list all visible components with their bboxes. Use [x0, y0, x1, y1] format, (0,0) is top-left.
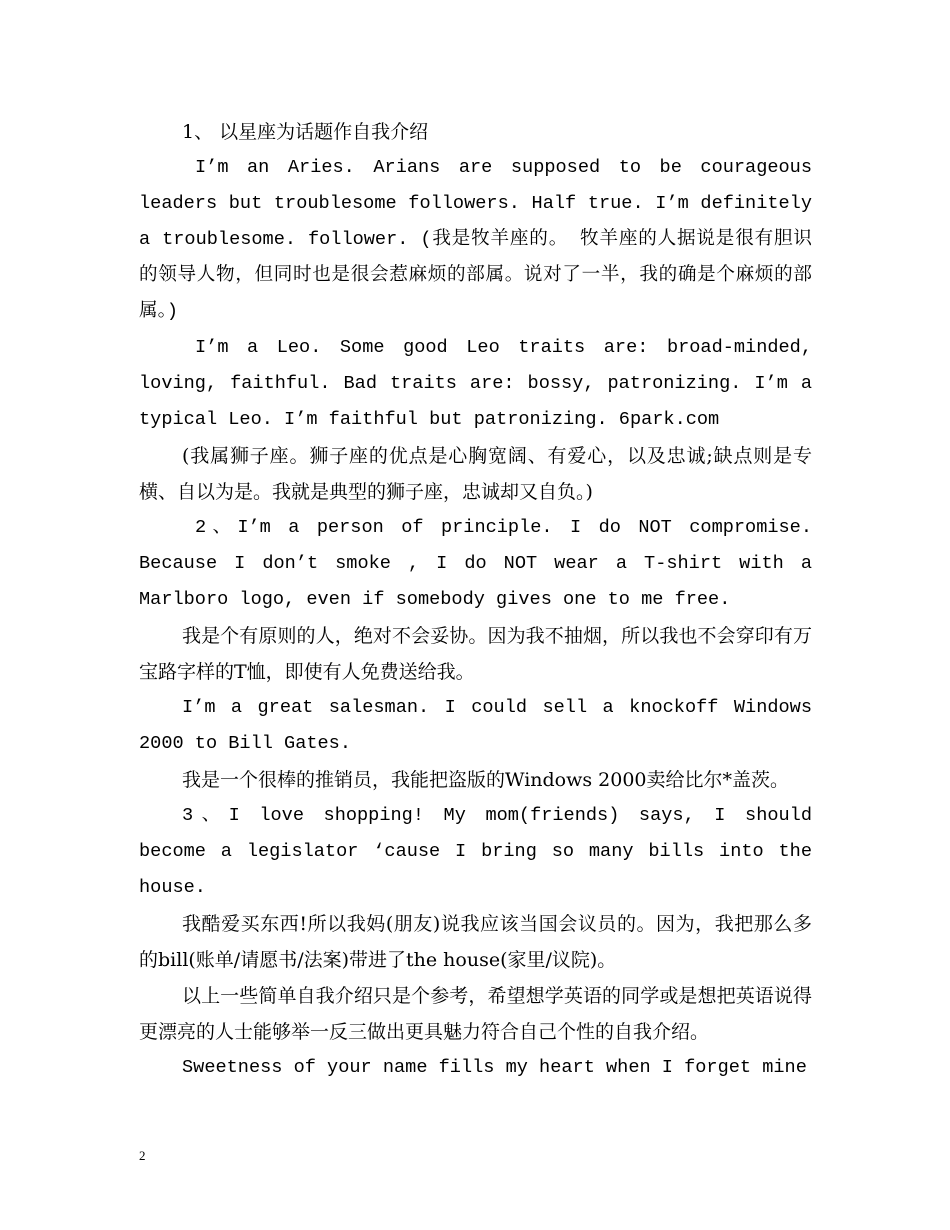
paragraph-aries: I’m an Aries. Arians are supposed to be courageous leaders but troublesome followers. Half true. I’m definitely a troublesome. follower. (我是牧羊座的。 牧羊座的人据说是很有胆识的领导人物，但同时也是很会惹麻烦的部属。说对了一半，我的确是个麻烦的部属。)	[139, 157, 812, 322]
paragraph-leo: I’m a Leo. Some good Leo traits are: broad-minded, loving, faithful. Bad traits are: bossy, patronizing. I’m a typical Leo. I’m faithful but patronizing. 6park.com	[139, 337, 812, 430]
section-heading-1: 1、 以星座为话题作自我介绍	[182, 121, 429, 143]
paragraph-shopping: 3、I love shopping! My mom(friends) says, I should become a legislator ‘cause I bring so many bills into the house.	[139, 805, 812, 898]
paragraph-shopping-translation: 我酷爱买东西!所以我妈(朋友)说我应该当国会议员的。因为，我把那么多的bill(账单/请愿书/法案)带进了the house(家里/议院)。	[139, 913, 812, 971]
paragraph-leo-translation: (我属狮子座。狮子座的优点是心胸宽阔、有爱心，以及忠诚;缺点则是专横、自以为是。我就是典型的狮子座，忠诚却又自负。)	[139, 445, 812, 503]
paragraph-principle-translation: 我是个有原则的人，绝对不会妥协。因为我不抽烟，所以我也不会穿印有万宝路字样的T恤，即使有人免费送给我。	[139, 625, 812, 683]
paragraph-closing-line: Sweetness of your name fills my heart when I forget mine	[182, 1057, 807, 1078]
page-number: 2	[139, 1148, 146, 1163]
paragraph-salesman: I’m a great salesman. I could sell a knockoff Windows 2000 to Bill Gates.	[139, 697, 812, 754]
paragraph-principle: 2、I’m a person of principle. I do NOT compromise. Because I don’t smoke , I do NOT wear a T-shirt with a Marlboro logo, even if somebody gives one to me free.	[139, 517, 812, 610]
document-body	[139, 114, 812, 1086]
paragraph-salesman-translation: 我是一个很棒的推销员，我能把盗版的Windows 2000卖给比尔*盖茨。	[182, 769, 790, 791]
paragraph-summary: 以上一些简单自我介绍只是个参考，希望想学英语的同学或是想把英语说得更漂亮的人士能够举一反三做出更具魅力符合自己个性的自我介绍。	[139, 985, 812, 1043]
